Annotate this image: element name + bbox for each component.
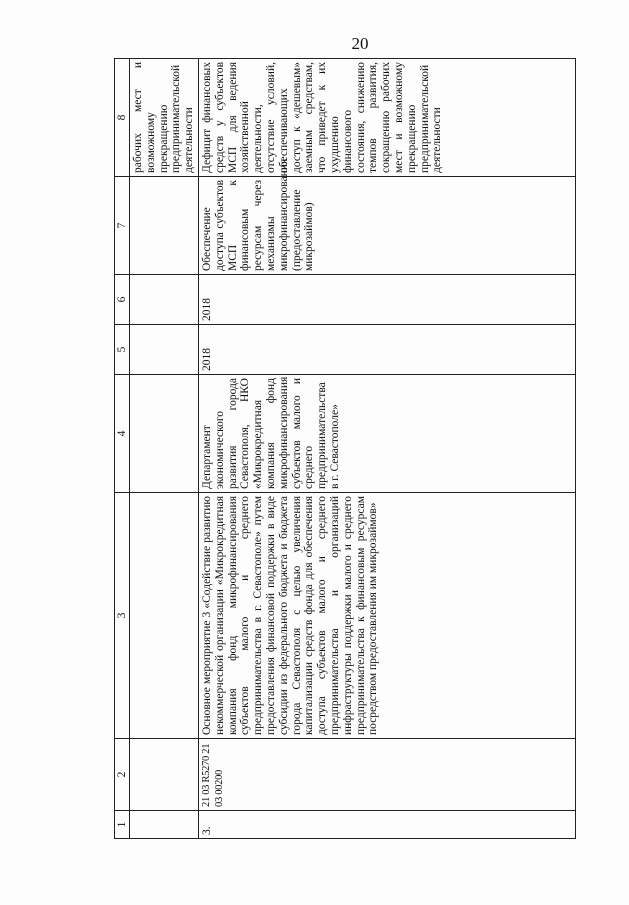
- continuation-row: [130, 59, 199, 839]
- column-number-header: 1: [115, 811, 130, 839]
- table-cell: [130, 739, 199, 811]
- table-cell: [130, 275, 199, 325]
- table-cell: [130, 811, 199, 839]
- rotated-table-wrapper: [114, 59, 576, 839]
- column-number-header: 3: [115, 493, 130, 739]
- column-number-header: 5: [115, 325, 130, 375]
- column-number-header: 6: [115, 275, 130, 325]
- column-number-header: 4: [115, 375, 130, 493]
- budget-code-cell: 21 03 R5270 21 03 00200: [198, 739, 575, 811]
- column-number-header-row: [115, 59, 130, 839]
- executor-cell: Департамент экономического развития города Севастополя, НКО «Микрокредитная компания фонд микрофинансирования субъектов малого и среднего предпринимательства в г. Севастополе»: [198, 375, 575, 493]
- table-cell: [130, 177, 199, 275]
- page-number: 20: [351, 34, 369, 53]
- continuation-consequences-cell: рабочих мест и возможному прекращению предпринимательской деятельности: [130, 59, 199, 177]
- consequences-cell: Дефицит финансовых средств у субъектов МСП для ведения хозяйственной деятельности, отсутствие условий, обеспечивающих доступ к «дешевым» заемным средствам, что приведет к их ухудшению финансового состояния, снижению темпов развития, сокращению рабочих мест и возможному прекращению предпринимательской деятельности: [198, 59, 575, 177]
- table-cell: [130, 493, 199, 739]
- column-number-header: 7: [115, 177, 130, 275]
- row-number-cell: 3.: [198, 811, 575, 839]
- activity-description-cell: Основное мероприятие 3 «Содействие развитию некоммерческой организации «Микрокредитная компания фонд микрофинансирования субъектов малого и среднего предпринимательства в г. Севастополе» путем предоставления финансовой поддержки в виде субсидии из федерального бюджета и бюджета города Севастополя с целью увеличения капитализации средств фонда для обеспечения доступа субъектов малого и среднего предпринимательства и организаций инфраструктуры поддержки малого и среднего предпринимательства к финансовым ресурсам посредством предоставления им микрозаймов»: [198, 493, 575, 739]
- column-number-header: 8: [115, 59, 130, 177]
- expected-result-cell: Обеспечение доступа субъектов МСП к финансовым ресурсам через механизмы микрофинансирования (предоставление микрозаймов): [198, 177, 575, 275]
- table-cell: [130, 375, 199, 493]
- start-year-cell: 2018: [198, 325, 575, 375]
- end-year-cell: 2018: [198, 275, 575, 325]
- table-cell: [130, 325, 199, 375]
- table-row: [198, 59, 575, 839]
- program-activities-table: [114, 58, 576, 839]
- document-table-container: [114, 59, 576, 839]
- column-number-header: 2: [115, 739, 130, 811]
